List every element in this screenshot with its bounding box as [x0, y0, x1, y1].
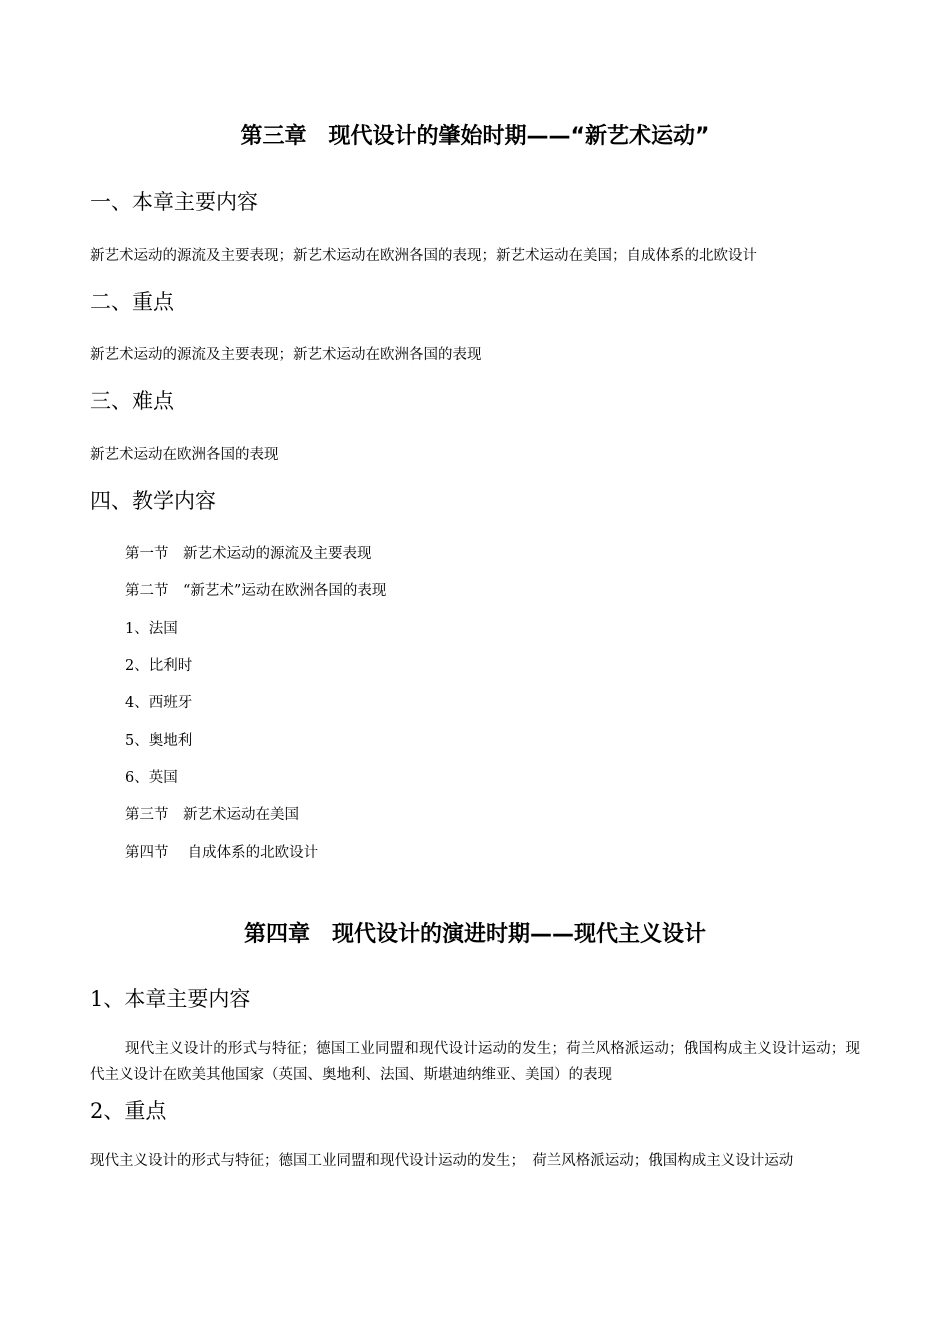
chapter4-section2-text: 现代主义设计的形式与特征；德国工业同盟和现代设计运动的发生； 荷兰风格派运动；俄国构成主义设计运动: [90, 1153, 794, 1169]
chapter3-section1-heading: 一、本章主要内容: [90, 190, 258, 214]
toc-item: 2、比利时: [125, 658, 193, 674]
chapter4-section1-heading: 1、本章主要内容: [90, 987, 251, 1011]
toc-item: 第二节 “新艺术”运动在欧洲各国的表现: [125, 583, 387, 599]
chapter3-section1-text: 新艺术运动的源流及主要表现；新艺术运动在欧洲各国的表现；新艺术运动在美国；自成体系的北欧设计: [90, 248, 757, 264]
chapter3-section3-heading: 三、难点: [90, 389, 174, 413]
chapter4-section2-heading: 2、重点: [90, 1099, 167, 1123]
chapter4-title: 第四章 现代设计的演进时期——现代主义设计: [243, 922, 706, 947]
toc-item: 5、奥地利: [125, 733, 193, 749]
chapter3-section2-heading: 二、重点: [90, 290, 174, 314]
toc-item: 第四节 自成体系的北欧设计: [125, 845, 319, 861]
chapter3-title: 第三章 现代设计的肇始时期——“新艺术运动”: [240, 124, 710, 149]
chapter3-section3-text: 新艺术运动在欧洲各国的表现: [90, 447, 279, 463]
chapter3-section4-heading: 四、教学内容: [90, 489, 216, 513]
chapter3-section2-text: 新艺术运动的源流及主要表现；新艺术运动在欧洲各国的表现: [90, 347, 482, 363]
toc-item: 6、英国: [125, 770, 178, 786]
chapter4-section1-text: 现代主义设计的形式与特征；德国工业同盟和现代设计运动的发生；荷兰风格派运动；俄国构成主义设计运动；现代主义设计在欧美其他国家（英国、奥地利、法国、斯堪迪纳维亚、美国）的表现: [90, 1041, 860, 1083]
toc-item: 4、西班牙: [125, 695, 193, 711]
toc-item: 第三节 新艺术运动在美国: [125, 807, 299, 823]
toc-item: 1、法国: [125, 621, 178, 637]
toc-item: 第一节 新艺术运动的源流及主要表现: [125, 546, 372, 562]
